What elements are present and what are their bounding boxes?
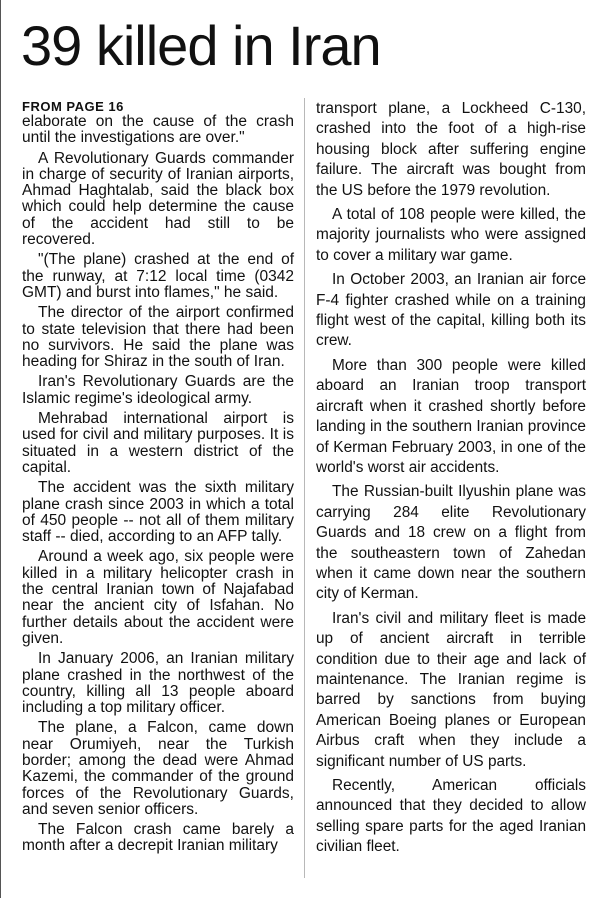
paragraph: elaborate on the cause of the crash until the investigations are over." (22, 113, 294, 147)
paragraph: The director of the airport confirmed to state television that there had been no survivors. He said the plane was heading for Shiraz in the south of Iran. (22, 304, 294, 371)
article-column-right (316, 99, 586, 862)
paragraph: Iran's Revolutionary Guards are the Islamic regime's ideological army. (22, 373, 294, 407)
paragraph: In October 2003, an Iranian air force F-4 fighter crashed while on a training flight west of the capital, killing both its crew. (316, 271, 586, 350)
paragraph: A Revolutionary Guards commander in charge of security of Iranian airports, Ahmad Haghtalab, said the black box which could help determine the cause of the accident had still to be recovered. (22, 149, 294, 249)
paragraph: More than 300 people were killed aboard an Iranian troop transport aircraft when it crashed shortly before landing in the southern Iranian province of Kerman February 2003, in one of the world's worst air accidents. (316, 356, 586, 476)
paragraph: A total of 108 people were killed, the majority journalists who were assigned to cover a military war game. (316, 206, 586, 264)
paragraph: The Falcon crash came barely a month after a decrepit Iranian military (22, 821, 294, 855)
headline: 39 killed in Iran (21, 14, 381, 77)
paragraph: The Russian-built Ilyushin plane was carrying 284 elite Revolutionary Guards and 18 crew on a flight from the southeastern town of Zahedan when it came down near the southern city of Kerman. (316, 483, 586, 603)
paragraph: transport plane, a Lockheed C-130, crashed into the foot of a high-rise housing block after suffering engine failure. The aircraft was bought from the US before the 1979 revolution. (316, 100, 586, 199)
paragraph: In January 2006, an Iranian military plane crashed in the northwest of the country, killing all 13 people aboard including a top military officer. (22, 650, 294, 717)
paragraph: Around a week ago, six people were killed in a military helicopter crash in the central Iranian town of Najafabad near the ancient city of Isfahan. No further details about the accident were given. (22, 548, 294, 647)
paragraph: Recently, American officials announced that they decided to allow selling spare parts for the aged Iranian civilian fleet. (316, 777, 586, 856)
paragraph: "(The plane) crashed at the end of the runway, at 7:12 local time (0342 GMT) and burst into flames," he said. (22, 251, 294, 301)
continuation-kicker: FROM PAGE 16 (22, 99, 124, 114)
paragraph: Mehrabad international airport is used for civil and military purposes. It is situated in a western district of the capital. (22, 410, 294, 476)
column-divider (304, 98, 305, 878)
article-column-left (22, 100, 294, 859)
paragraph: Iran's civil and military fleet is made up of ancient aircraft in terrible condition due to their age and lack of maintenance. The Iranian regime is barred by sanctions from buying American Boeing planes or European Airbus craft when they include a significant number of US parts. (316, 609, 586, 770)
paragraph: The accident was the sixth military plane crash since 2003 in which a total of 450 people -- not all of them military staff -- died, according to an AFP tally. (22, 479, 294, 546)
paragraph: The plane, a Falcon, came down near Orumiyeh, near the Turkish border; among the dead were Ahmad Kazemi, the commander of the ground forces of the Revolutionary Guards, and seven senior officers. (22, 719, 294, 818)
